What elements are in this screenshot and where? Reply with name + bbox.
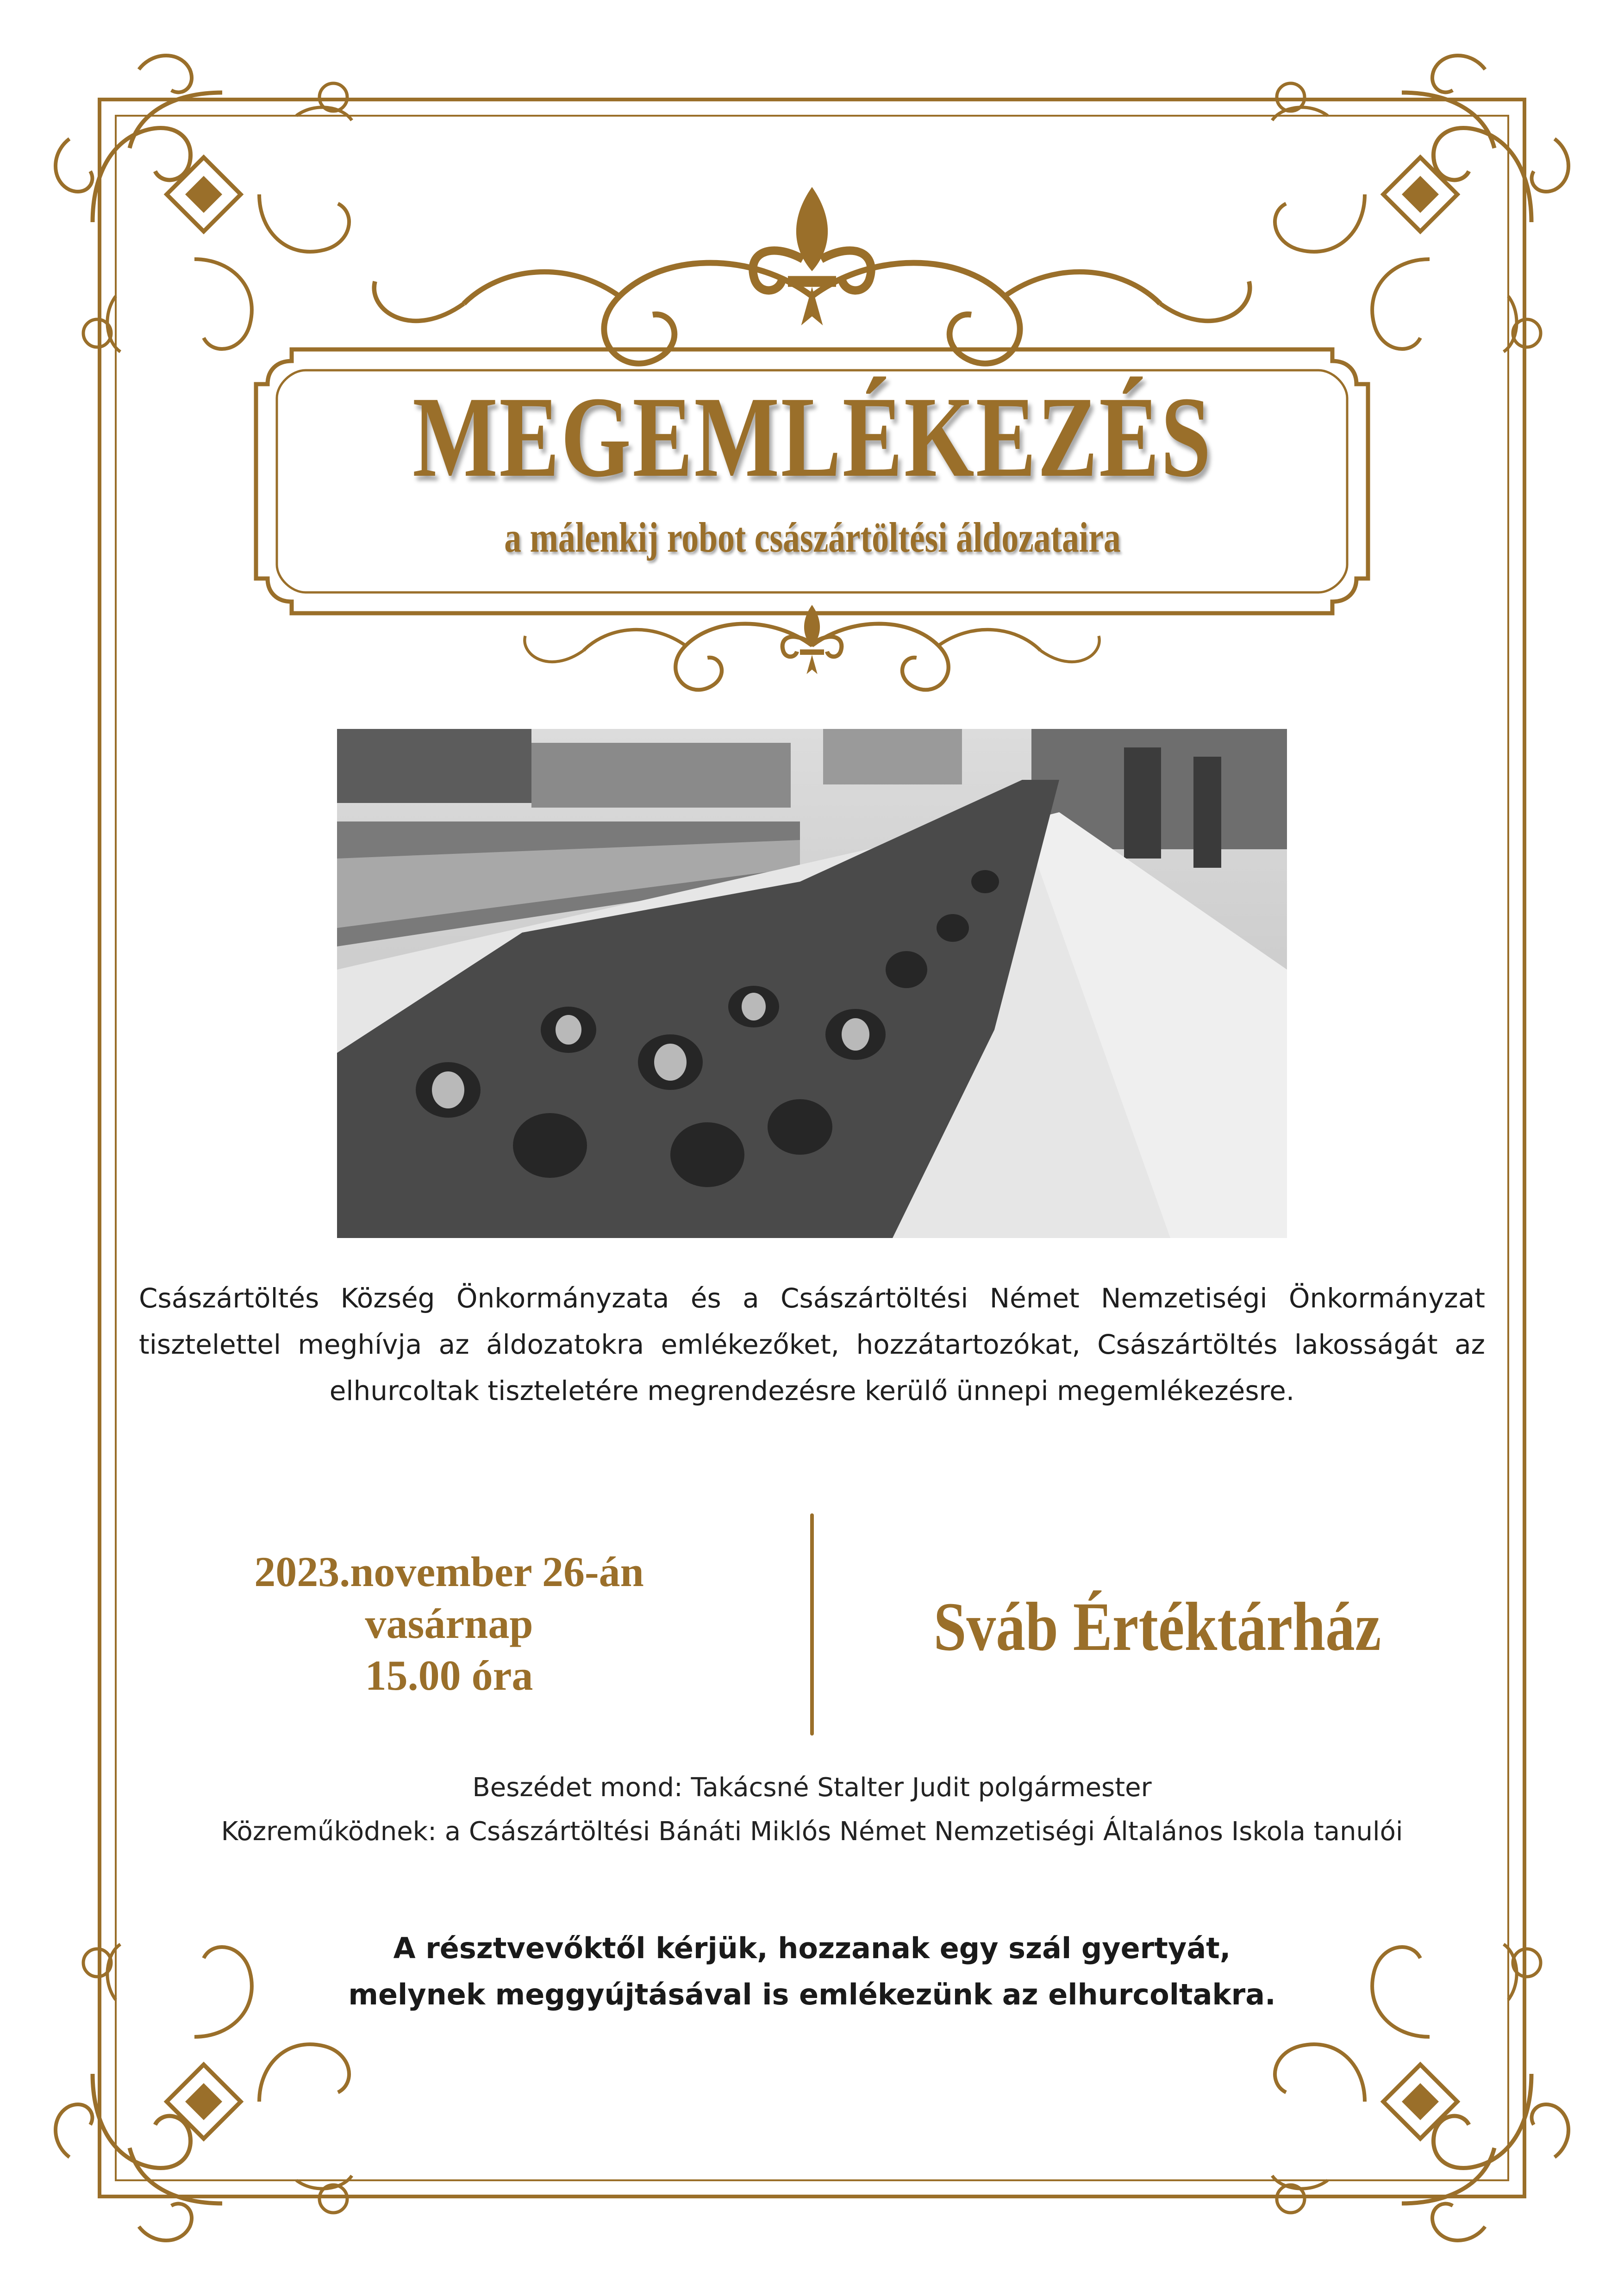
contributors-line: Közreműködnek: a Császártöltési Bánáti Miklós Német Nemzetiségi Általános Iskola tanulói — [221, 1817, 1403, 1847]
historical-photo — [337, 729, 1287, 1238]
event-date: 2023.november 26-án — [254, 1548, 644, 1595]
candle-request — [139, 1925, 1485, 2018]
request-line-2: melynek meggyújtásával is emlékezünk az elhurcoltakra. — [348, 1978, 1276, 2011]
event-time: 15.00 óra — [365, 1652, 533, 1699]
request-line-1: A résztvevőktől kérjük, hozzanak egy szál gyertyát, — [393, 1931, 1231, 1965]
intro-paragraph: Császártöltés Község Önkormányzata és a Császártöltési Német Nemzetiségi Önkormányzat tisztelettel meghívja az áldozatokra emlékezőket, hozzátartozókat, Császártöltés lakosságát az elhurcoltak tiszteletére megrendezésre kerülő ünnepi megemlékezésre. — [139, 1282, 1485, 1406]
speaker-line: Beszédet mond: Takácsné Stalter Judit polgármester — [472, 1773, 1152, 1803]
page-title: MEGEMLÉKEZÉS — [412, 373, 1212, 501]
event-weekday: vasárnap — [365, 1600, 533, 1647]
page-subtitle: a málenkij robot császártöltési áldozataira — [504, 514, 1121, 561]
event-venue: Sváb Értéktárház — [933, 1588, 1381, 1665]
event-datetime — [218, 1546, 681, 1701]
vertical-divider — [810, 1513, 814, 1736]
